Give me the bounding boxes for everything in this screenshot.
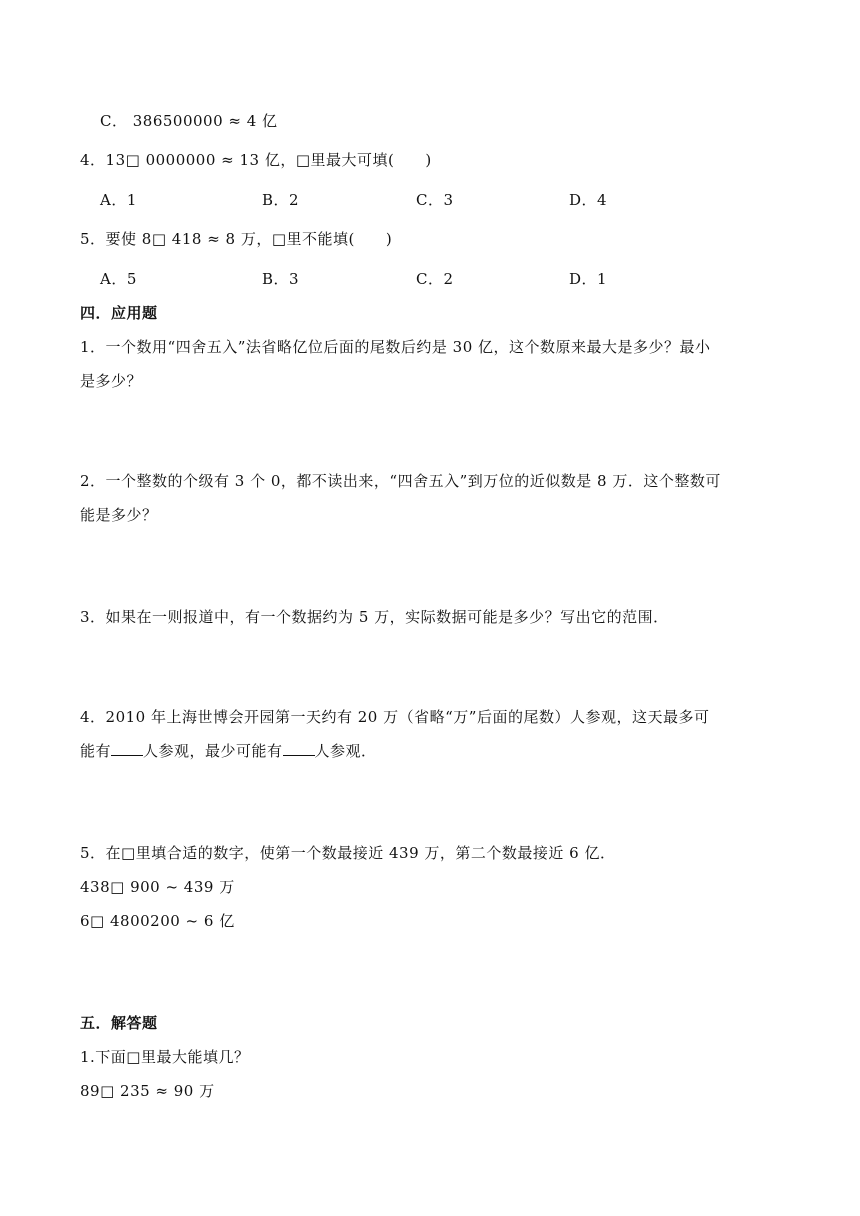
- q4-option-c: C．3: [416, 191, 454, 209]
- q5-option-a: A．5: [100, 270, 137, 288]
- app-q4-text-b: 人参观，最少可能有: [143, 742, 283, 760]
- q5-option-c: C．2: [416, 270, 454, 288]
- app-q1-line2: 是多少？: [80, 372, 143, 390]
- answer-blank-min[interactable]: [283, 741, 315, 756]
- q4-option-d: D．4: [569, 191, 608, 209]
- app-q4-text-a: 能有: [80, 742, 112, 760]
- app-q3: 3．如果在一则报道中，有一个数据约为 5 万，实际数据可能是多少？写出它的范围．: [80, 608, 669, 626]
- app-q2-line1: 2．一个整数的个级有 3 个 0，都不读出来，“四舍五入”到万位的近似数是 8 万．这个整数可: [80, 472, 721, 490]
- answer-blank-max[interactable]: [111, 741, 143, 756]
- app-q5-expr1: 438□ 900 ~ 439 万: [80, 878, 235, 896]
- solve-q1-line1: 1.下面□里最大能填几？: [80, 1048, 250, 1066]
- app-q4-line1: 4．2010 年上海世博会开园第一天约有 20 万（省略“万”后面的尾数）人参观，这天最多可: [80, 708, 710, 726]
- app-q2-line2: 能是多少？: [80, 506, 158, 524]
- section-4-heading: 四．应用题: [80, 304, 158, 322]
- solve-q1-expr: 89□ 235 ≈ 90 万: [80, 1082, 215, 1100]
- app-q5-line1: 5．在□里填合适的数字，使第一个数最接近 439 万，第二个数最接近 6 亿．: [80, 844, 616, 862]
- app-q5-expr2: 6□ 4800200 ~ 6 亿: [80, 912, 235, 930]
- app-q4-line2: [80, 741, 377, 761]
- question-5-stem: 5．要使 8□ 418 ≈ 8 万，□里不能填( ): [80, 230, 393, 248]
- app-q4-text-c: 人参观．: [314, 742, 377, 760]
- question-4-stem: 4．13□ 0000000 ≈ 13 亿，□里最大可填( ): [80, 151, 432, 169]
- q4-option-a: A．1: [100, 191, 137, 209]
- app-q1-line1: 1．一个数用“四舍五入”法省略亿位后面的尾数后约是 30 亿，这个数原来最大是多少？最小: [80, 338, 711, 356]
- option-c-q3: C． 386500000 ≈ 4 亿: [100, 112, 278, 130]
- q4-option-b: B．2: [262, 191, 300, 209]
- section-5-heading: 五．解答题: [80, 1014, 158, 1032]
- q5-option-b: B．3: [262, 270, 300, 288]
- q5-option-d: D．1: [569, 270, 608, 288]
